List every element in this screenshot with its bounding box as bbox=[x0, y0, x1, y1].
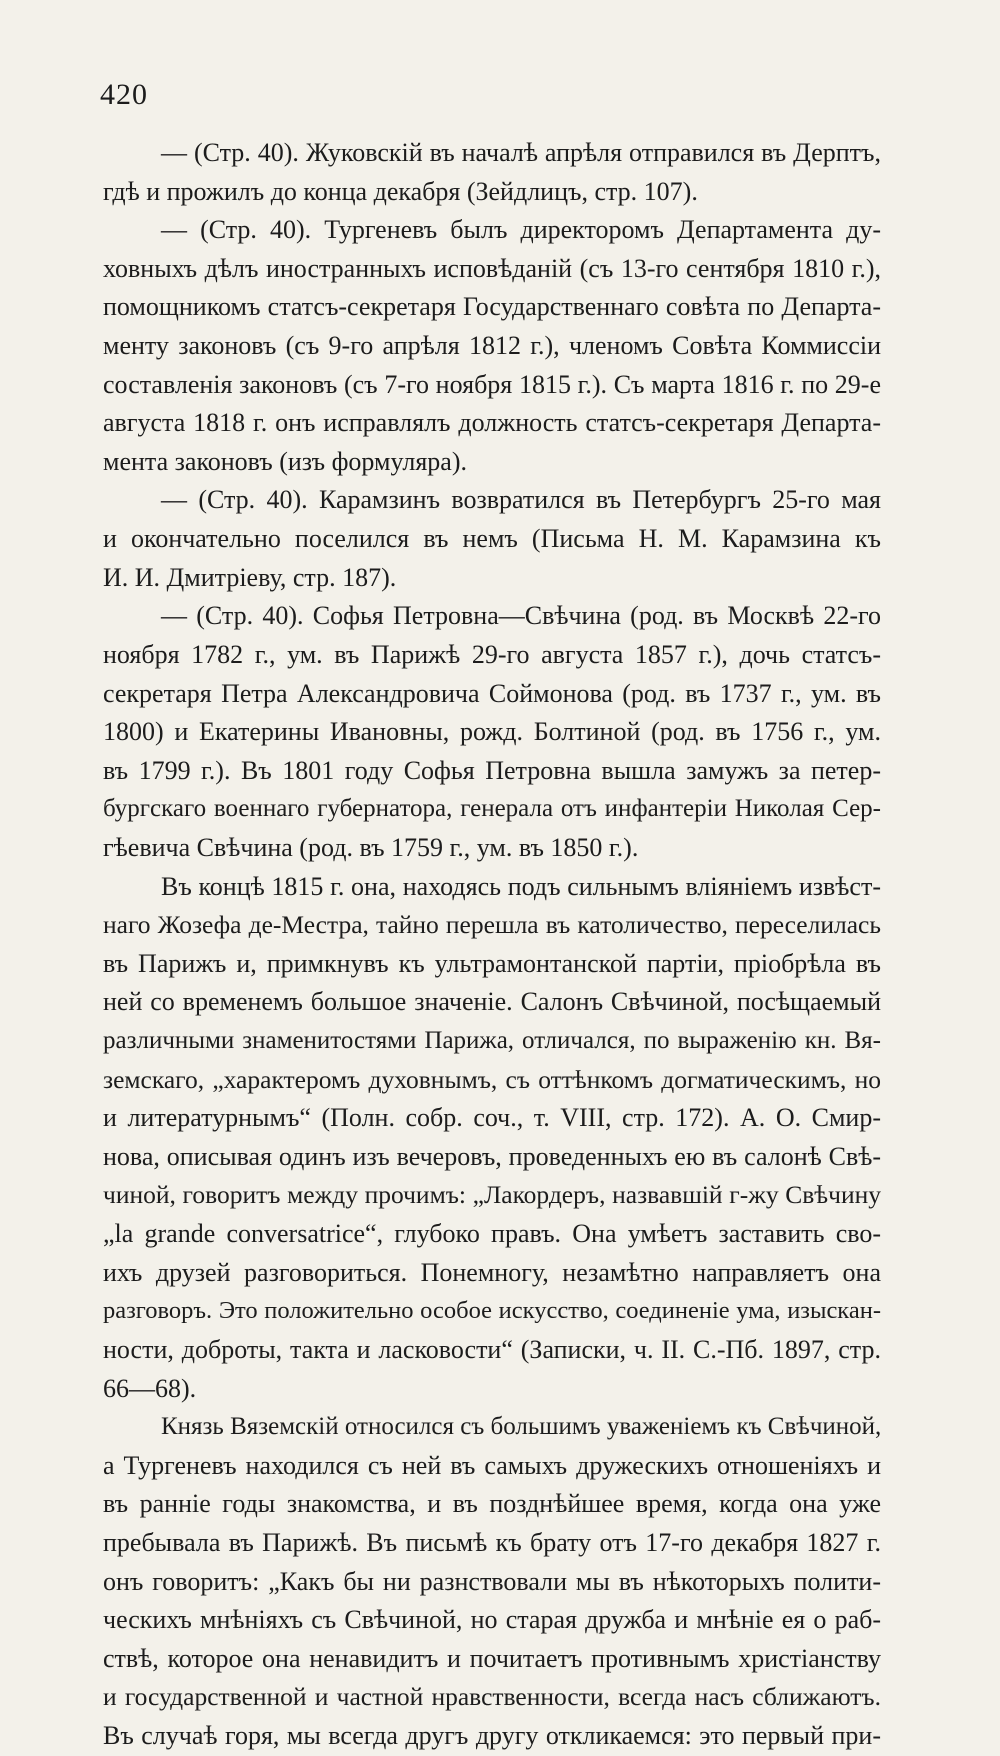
text-line: составленія законовъ (съ 7-го ноября 1815 г.). Съ марта 1816 г. по 29-е bbox=[103, 369, 881, 399]
text-line: въ Парижъ и, примкнувъ къ ультрамонтанской партіи, пріобрѣла въ bbox=[103, 948, 881, 978]
text-line: въ 1799 г.). Въ 1801 году Софья Петровна вышла замужъ за петер- bbox=[103, 755, 881, 785]
text-line: разговоръ. Это положительно особое искусство, соединеніе ума, изыскан- bbox=[103, 1297, 881, 1325]
text-line: ховныхъ дѣлъ иностранныхъ исповѣданій (съ 13-го сентября 1810 г.), bbox=[103, 253, 881, 283]
text-line: ности, доброты, такта и ласковости“ (Записки, ч. II. С.-Пб. 1897, стр. bbox=[103, 1334, 881, 1364]
text-line: И. И. Дмитріеву, стр. 187). bbox=[103, 562, 397, 592]
text-line: и государственной и частной нравственности, всегда насъ сближаютъ. bbox=[103, 1682, 881, 1712]
text-line: — (Стр. 40). Софья Петровна—Свѣчина (род. въ Москвѣ 22-го bbox=[161, 601, 881, 631]
text-line: а Тургеневъ находился съ ней въ самыхъ дружескихъ отношеніяхъ и bbox=[103, 1450, 881, 1480]
text-line: „la grande conversatrice“, глубоко правъ. Она умѣетъ заставить сво- bbox=[103, 1219, 881, 1249]
text-line: менту законовъ (съ 9-го апрѣля 1812 г.), членомъ Совѣта Коммиссіи bbox=[103, 331, 881, 361]
text-line: гдѣ и прожилъ до конца декабря (Зейдлицъ, стр. 107). bbox=[103, 176, 698, 206]
text-line: онъ говоритъ: „Какъ бы ни разнствовали мы въ нѣкоторыхъ полити- bbox=[103, 1566, 881, 1596]
text-line: и окончательно поселился въ немъ (Письма Н. М. Карамзина къ bbox=[103, 524, 881, 554]
page-number: 420 bbox=[100, 78, 148, 111]
text-line: ческихъ мнѣніяхъ съ Свѣчиной, но старая дружба и мнѣніе ея о раб- bbox=[103, 1605, 881, 1635]
text-line: мента законовъ (изъ формуляра). bbox=[103, 446, 467, 476]
text-line: Въ концѣ 1815 г. она, находясь подъ сильнымъ вліяніемъ извѣст- bbox=[161, 871, 881, 901]
text-line: нова, описывая одинъ изъ вечеровъ, проведенныхъ ею въ салонѣ Свѣ- bbox=[103, 1141, 881, 1171]
text-line: Въ случаѣ горя, мы всегда другъ другу откликаемся: это первый при- bbox=[103, 1720, 881, 1750]
text-line: — (Стр. 40). Карамзинъ возвратился въ Петербургъ 25-го мая bbox=[161, 485, 881, 515]
text-line: помощникомъ статсъ-секретаря Государственнаго совѣта по Департа- bbox=[103, 292, 881, 322]
text-line: ней со временемъ большое значеніе. Салонъ Свѣчиной, посѣщаемый bbox=[103, 987, 881, 1017]
text-line: гѣевича Свѣчина (род. въ 1759 г., ум. въ 1850 г.). bbox=[103, 832, 639, 862]
text-line: ихъ друзей разговориться. Понемногу, незамѣтно направляетъ она bbox=[103, 1257, 881, 1287]
text-line: секретаря Петра Александровича Соймонова (род. въ 1737 г., ум. въ bbox=[103, 678, 881, 708]
text-line: земскаго, „характеромъ духовнымъ, съ оттѣнкомъ догматическимъ, но bbox=[103, 1064, 881, 1094]
text-line: Князь Вяземскій относился съ большимъ уваженіемъ къ Свѣчиной, bbox=[161, 1413, 882, 1441]
text-line: 1800) и Екатерины Ивановны, рожд. Болтиной (род. въ 1756 г., ум. bbox=[103, 717, 881, 747]
text-line: пребывала въ Парижѣ. Въ письмѣ къ брату отъ 17-го декабря 1827 г. bbox=[103, 1527, 881, 1557]
body-text bbox=[103, 134, 881, 1756]
text-line: различными знаменитостями Парижа, отличался, по выраженію кн. Вя- bbox=[103, 1027, 881, 1055]
text-line: — (Стр. 40). Тургеневъ былъ директоромъ Департамента ду- bbox=[161, 215, 881, 245]
text-line: наго Жозефа де-Местра, тайно перешла въ католичество, переселилась bbox=[103, 910, 881, 940]
text-line: и литературнымъ“ (Полн. собр. соч., т. VIII, стр. 172). А. О. Смир- bbox=[103, 1103, 881, 1133]
text-line: чиной, говоритъ между прочимъ: „Лакордеръ, назвавшій г-жу Свѣчину bbox=[103, 1180, 881, 1210]
text-line: бургскаго военнаго губернатора, генерала отъ инфантеріи Николая Сер- bbox=[103, 795, 881, 823]
text-line: августа 1818 г. онъ исправлялъ должность статсъ-секретаря Департа- bbox=[103, 408, 881, 438]
text-line: въ ранніе годы знакомства, и въ позднѣйшее время, когда она уже bbox=[103, 1489, 881, 1519]
text-line: ноября 1782 г., ум. въ Парижѣ 29-го августа 1857 г.), дочь статсъ- bbox=[103, 639, 881, 669]
text-line: 66—68). bbox=[103, 1373, 197, 1403]
text-line: ствѣ, которое она ненавидитъ и почитаетъ противнымъ христіанству bbox=[103, 1643, 881, 1673]
text-line: — (Стр. 40). Жуковскій въ началѣ апрѣля отправился въ Дерптъ, bbox=[161, 138, 881, 167]
